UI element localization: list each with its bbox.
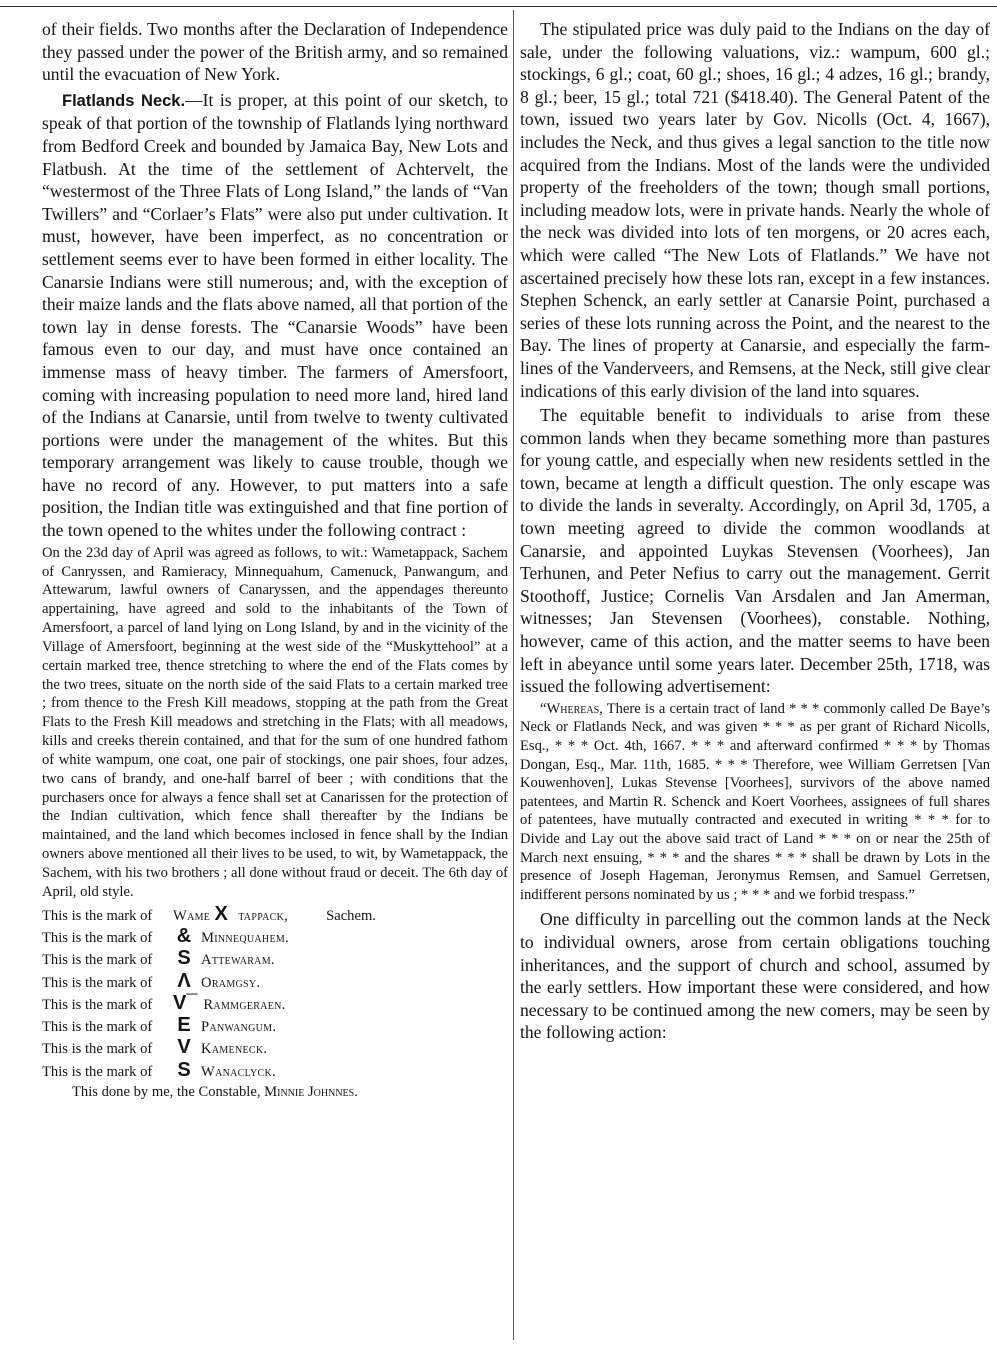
left-column bbox=[42, 18, 508, 1102]
mark-row bbox=[42, 926, 508, 948]
advertisement-quote bbox=[520, 700, 990, 905]
flatlands-neck-paragraph bbox=[42, 89, 508, 542]
mark-row bbox=[42, 948, 508, 970]
mark-symbol: X bbox=[214, 902, 228, 925]
mark-row bbox=[42, 971, 508, 993]
quote-opening-word: “Whereas, bbox=[540, 700, 603, 717]
signature-name: Minnie Johnnes. bbox=[264, 1084, 358, 1101]
mark-text: This is the mark of bbox=[42, 974, 153, 991]
top-rule bbox=[0, 6, 997, 7]
mark-text: This is the mark of bbox=[42, 1019, 153, 1036]
mark-symbol: S bbox=[177, 1058, 191, 1081]
mark-name: Panwangum. bbox=[201, 1019, 277, 1036]
mark-symbol: S bbox=[177, 947, 191, 970]
mark-row bbox=[42, 1037, 508, 1059]
quote-body: There is a certain tract of land * * * commonly called De Baye’s Neck or Flatlands Neck, and was given * * * as per grant of Richard Nicolls, Esq., * * * Oct. 4th, 1667. * * * and afterward confirmed * * * by Thomas Dongan, Esq., Mar. 11th, 1685. * * * Therefore, wee William Gerretsen [Van Kouwenhoven], Lukas Stevense [Voorhees], survivors of the above named patentees, and Martin R. Schenck and Koert Voorhees, assignees of full shares of patentees, have mutually contracted and executed in writing * * * for to Divide and Lay out the above said tract of Land * * * on or near the 25th of March next ensuing, * * * and the shares * * * shall be drawn by Lots in the presence of Joseph Hageman, Jeronymus Remsen, and Samuel Gerretsen, indifferent persons nominated by us ; * * * and we forbid trespass.” bbox=[520, 700, 990, 903]
right-paragraph-3: One difficulty in parcelling out the common lands at the Neck to individual owners, arose from certain obligations touching inheritances, and the support of church and school, assumed by the early settlers. How important these were considered, and how necessary to be continued among the new comers, may be seen by the following action: bbox=[520, 909, 990, 1043]
mark-name: Kameneck. bbox=[201, 1041, 268, 1058]
mark-symbol: V¯ bbox=[173, 991, 198, 1014]
constable-signature bbox=[72, 1082, 508, 1102]
mark-name: Wanaclyck. bbox=[201, 1063, 276, 1080]
mark-name: Attewaram. bbox=[201, 952, 275, 969]
mark-name: Oramgsy. bbox=[201, 974, 261, 991]
column-divider bbox=[513, 10, 514, 1340]
marks-list bbox=[42, 904, 508, 1082]
signature-text: This done by me, the Constable, bbox=[72, 1084, 261, 1101]
contract-text: On the 23d day of April was agreed as follows, to wit.: Wametappack, Sachem of Canryssen, and Ramieracy, Minnequahum, Camenuck, Panwangum, and Attewarum, lawful owners of Canaryssen, and the appendages thereunto appertaining, have agreed and sold to the inhabitants of the Town of Amersfoort, a parcel of land lying on Long Island, by and in the vicinity of the Village of Amersfoort, beginning at the west side of the “Muskyttehool” at a certain marked tree, thence stretching to where the end of the Flats comes by the two trees, situate on the north side of the said Flats to a certain marked tree ; from thence to the Fresh Kill meadows, stopping at the path from the Great Flats to the Fresh Kill meadows and stretching in the Flats; with all meadows, kills and creeks therein contained, and that for the sum of one hundred fathom of white wampum, one coat, one pair of stockings, one pair shoes, four adzes, two cans of brandy, and one-half barrel of beer ; with conditions that the purchasers once for always a fence shall set at Canarissen for the protection of the Indian cultivation, which fence shall thereafter by the Indians be maintained, and the land which becomes inclosed in fence shall by the Indian owners above mentioned all their lives to be used, to wit, by Wametappack, the Sachem, with his two brothers ; all done without fraud or deceit. The 6th day of April, old style. bbox=[42, 544, 508, 900]
mark-name: tappack, bbox=[238, 907, 289, 924]
right-paragraph-1: The stipulated price was duly paid to the Indians on the day of sale, under the following valuations, viz.: wampum, 600 gl.; stockings, 6 gl.; coat, 60 gl.; shoes, 16 gl.; 4 adzes, 16 gl.; brandy, 8 gl.; beer, 15 gl.; total 721 ($418.40). The General Patent of the town, issued two years later by Gov. Nicolls (Oct. 4, 1667), includes the Neck, and thus gives a legal sanction to the title now acquired from the Indians. Most of the lands were the undivided property of the freeholders of the town; though small portions, including meadow lots, were in private hands. Nearly the whole of the neck was divided into lots of ten morgens, or 20 acres each, which were called “The New Lots of Flatlands.” We have not ascertained precisely how these lots ran, except in a few instances. Stephen Schenck, an early settler at Canarsie Point, purchased a series of these lots running across the Point, and the nearest to the Bay. The lines of property at Canarsie, and especially the farm-lines of the Vanderveers, and Remsens, at the Neck, still give clear indications of this early division of the land into squares. bbox=[520, 19, 990, 401]
mark-text: This is the mark of bbox=[42, 1063, 153, 1080]
mark-name: Minnequahem. bbox=[201, 929, 289, 946]
mark-text: This is the mark of bbox=[42, 1041, 153, 1058]
left-paragraph-1: of their fields. Two months after the Declaration of Independence they passed under the power of the British army, and so remained until the evacuation of New York. bbox=[42, 19, 508, 85]
right-paragraph-2: The equitable benefit to individuals to arise from these common lands when they became something more than pastures for young cattle, and especially when new residents settled in the town, became at length a difficult question. The only escape was to divide the lands in severalty. Accordingly, on April 3d, 1705, a town meeting agreed to divide the common woodlands at Canarsie, and appointed Luykas Stevensen (Voorhees), Jan Terhunen, and Peter Nefius to carry out the management. Gerrit Stoothoff, Justice; Cornelis Van Arsdalen and Jan Amerman, witnesses; Jan Stevensen (Voorhees), constable. Nothing, however, came of this action, and the matter seems to have been left in abeyance until some years later. December 25th, 1718, was issued the following advertisement: bbox=[520, 405, 990, 697]
section-heading: Flatlands Neck. bbox=[62, 91, 186, 110]
mark-name: Rammgeraen. bbox=[203, 996, 286, 1013]
mark-row bbox=[42, 1015, 508, 1037]
mark-row bbox=[42, 904, 508, 926]
mark-symbol: & bbox=[176, 924, 192, 947]
mark-symbol: Λ bbox=[177, 969, 191, 992]
mark-symbol: V bbox=[177, 1036, 191, 1059]
right-column bbox=[520, 18, 990, 1044]
mark-symbol: E bbox=[177, 1014, 191, 1037]
mark-text: This is the mark of bbox=[42, 952, 153, 969]
mark-title: Sachem. bbox=[326, 907, 376, 924]
mark-name-prefix: Wame bbox=[173, 907, 211, 924]
mark-text: This is the mark of bbox=[42, 907, 153, 924]
section-body: —It is proper, at this point of our sketch, to speak of that portion of the township of Flatlands lying northward from Bedford Creek and bounded by Jamaica Bay, New Lots and Flatbush. At the time of the settlement of Achtervelt, the “westermost of the Three Flats of Long Island,” the lands of “Van Twillers” and “Corlaer’s Flats” were also put under cultivation. It must, however, have been imperfect, as no concentration or settlement seems ever to have been formed in either locality. The Canarsie Indians were still numerous; and, with the exception of their maize lands and the flats above named, all that portion of the town lay in dense forests. The “Canarsie Woods” have been famous even to our day, and must have once contained an immense mass of heavy timber. The farmers of Amersfoort, coming with increasing population to need more land, hired land of the Indians at Canarsie, until from twelve to twenty cultivated portions were under the management of the whites. But this temporary arrangement was likely to cause trouble, though we have no record of any. However, to put matters into a safe position, the Indian title was extinguished and that fine portion of the town opened to the whites under the following contract : bbox=[42, 89, 508, 541]
mark-text: This is the mark of bbox=[42, 996, 153, 1013]
mark-row bbox=[42, 1060, 508, 1082]
mark-text: This is the mark of bbox=[42, 929, 153, 946]
mark-row bbox=[42, 993, 508, 1015]
